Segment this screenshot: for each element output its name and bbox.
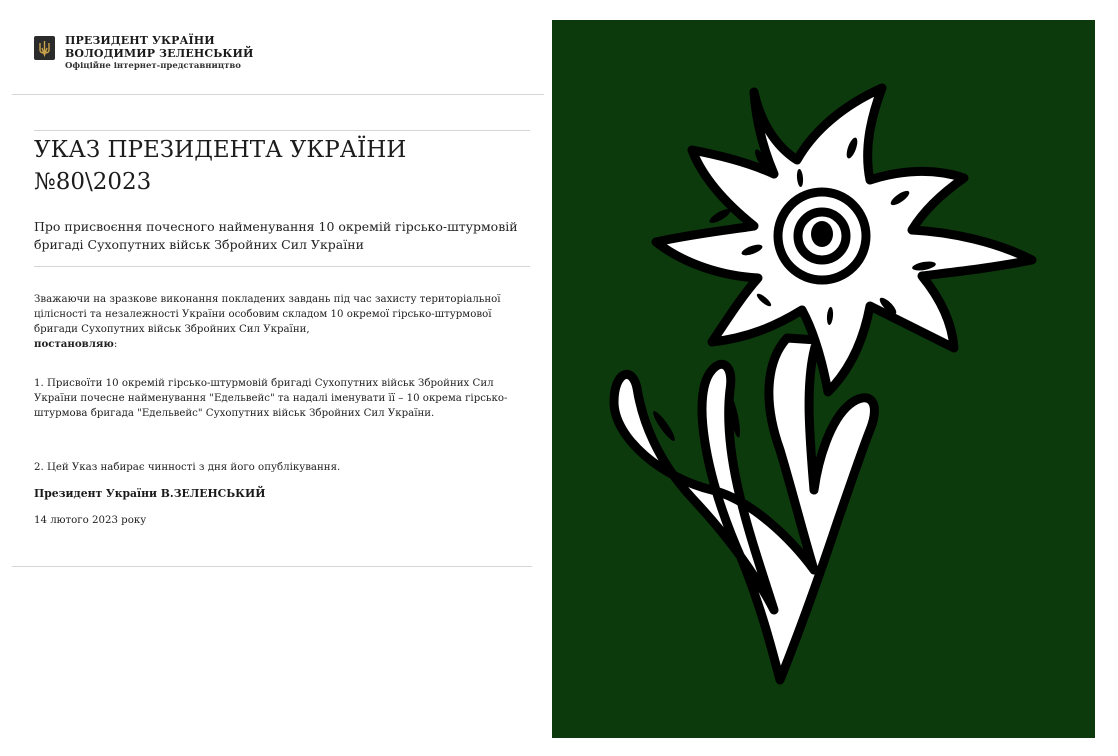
brand-line-1: ПРЕЗИДЕНТ УКРАЇНИ xyxy=(65,34,215,47)
trident-seal-icon xyxy=(34,36,55,60)
decree-number: №80\2023 xyxy=(34,169,152,195)
decree-date: 14 лютого 2023 року xyxy=(34,515,147,526)
brand-line-2: ВОЛОДИМИР ЗЕЛЕНСЬКИЙ xyxy=(65,47,254,60)
paragraph-1-text: Зважаючи на зразкове виконання покладених завдань під час захисту територіальної цілісності та незалежності України особовим складом 10 окремої гірсько-штурмової бригади Сухопутних військ Збройних Сил України, xyxy=(34,294,501,335)
decree-paragraph-3: 2. Цей Указ набирає чинності з дня його опублікування. xyxy=(34,462,341,473)
site-header[interactable] xyxy=(34,34,253,72)
edelweiss-icon xyxy=(552,20,1095,738)
decree-page xyxy=(0,0,548,756)
edelweiss-emblem xyxy=(552,20,1095,738)
decree-title-line-1: УКАЗ ПРЕЗИДЕНТА УКРАЇНИ xyxy=(34,137,407,163)
header-divider xyxy=(12,94,544,95)
signature: Президент України В.ЗЕЛЕНСЬКИЙ xyxy=(34,487,266,500)
decree-paragraph-2: 1. Присвоїти 10 окремій гірсько-штурмовій бригаді Сухопутних військ Збройних Сил України почесне найменування "Едельвейс" та надалі іменувати її – 10 окрема гірсько-штурмова бригада "Едельвейс" Сухопутних військ Збройних Сил України. xyxy=(34,378,508,419)
title-divider xyxy=(34,130,530,131)
brand-subtitle: Офіційне інтернет-представництво xyxy=(65,61,241,71)
resolve-colon: : xyxy=(113,339,118,350)
decree-title xyxy=(34,134,530,198)
decree-subtitle: Про присвоєння почесного найменування 10 окремій гірсько-штурмовій бригаді Сухопутних військ Збройних Сил України xyxy=(34,219,518,252)
site-brand xyxy=(65,34,253,72)
subtitle-divider xyxy=(34,266,530,267)
footer-divider xyxy=(12,566,532,567)
resolve-word: постановляю xyxy=(34,338,114,350)
decree-paragraph-1 xyxy=(34,292,534,352)
